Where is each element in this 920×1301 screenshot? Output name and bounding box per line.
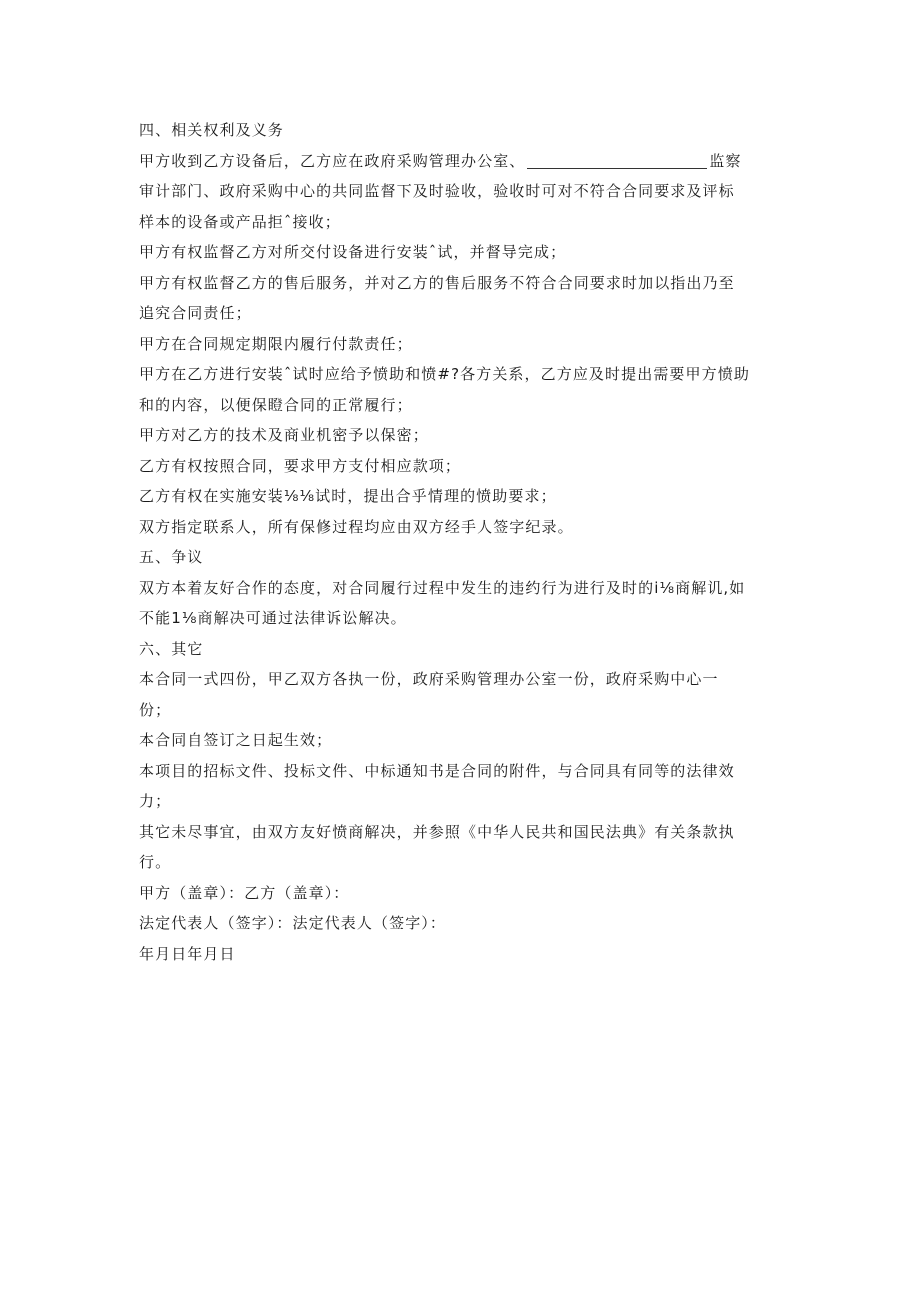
section-heading-other: 六、其它 [139, 639, 204, 658]
clause-acceptance-line-2: 审计部门、政府采购中心的共同监督下及时验收，验收时可对不符合合同要求及评标 [139, 182, 735, 200]
clause-dispute-line-2: 不能1⅛商解决可通过法律诉讼解决。 [139, 609, 407, 627]
clause-misc-line-1: 其它未尽事宜，由双方友好愤商解决，并参照《中华人民共和国民法典》有关条款执 [139, 822, 735, 841]
clause-effective: 本合同自签订之日起生效； [139, 731, 333, 749]
clause-copies-line-1: 本合同一式四份，甲乙双方各执一份，政府采购管理办公室一份，政府采购中心一 [139, 670, 719, 688]
clause-copies-line-2: 份； [139, 700, 172, 719]
signature-date-line: 年月日年月日 [139, 944, 236, 963]
signature-representative-line: 法定代表人（签字）：法定代表人（签字）： [139, 914, 447, 932]
section-heading-rights: 四、相关权利及义务 [139, 121, 284, 139]
clause-text: 监察 [709, 151, 742, 170]
signature-seal-line: 甲方（盖章）：乙方（盖章）： [139, 883, 350, 902]
fill-in-blank [527, 151, 707, 169]
clause-after-sales-line-1: 甲方有权监督乙方的售后服务，并对乙方的售后服务不符合合同要求时加以指出乃至 [139, 273, 735, 292]
clause-payment-request: 乙方有权按照合同，要求甲方支付相应款项； [139, 456, 462, 475]
clause-assistance-line-1: 甲方在乙方进行安装ˆ试时应给予愤助和愤#?各方关系，乙方应及时提出需要甲方愤助 [139, 365, 750, 383]
clause-confidentiality: 甲方对乙方的技术及商业机密予以保密； [139, 426, 429, 444]
clause-misc-line-2: 行。 [139, 853, 172, 871]
clause-payment: 甲方在合同规定期限内履行付款责任； [139, 334, 413, 353]
section-heading-dispute: 五、争议 [139, 548, 204, 566]
clause-assistance-line-2: 和的内容，以便保瞪合同的正常履行； [139, 395, 413, 414]
contract-body [139, 115, 789, 969]
clause-after-sales-line-2: 追究合同责任； [139, 304, 252, 322]
clause-assistance-request: 乙方有权在实施安装⅛⅛试时，提出合乎情理的愤助要求； [139, 487, 557, 505]
clause-dispute-line-1: 双方本着友好合作的态度，对合同履行过程中发生的违约行为进行及时的i⅛商解讥,如 [139, 578, 746, 597]
clause-attachments-line-2: 力； [139, 792, 172, 810]
clause-text: 甲方收到乙方设备后，乙方应在政府采购管理办公室、 [139, 151, 526, 170]
clause-acceptance-line-3: 样本的设备或产品拒ˆ接收； [139, 212, 341, 231]
clause-attachments-line-1: 本项目的招标文件、投标文件、中标通知书是合同的附件，与合同具有同等的法律效 [139, 761, 735, 780]
clause-acceptance-line-1 [139, 146, 789, 177]
clause-installation-supervision: 甲方有权监督乙方对所交付设备进行安装ˆ试，并督导完成； [139, 243, 567, 261]
clause-contact-person: 双方指定联系人，所有保修过程均应由双方经手人签字纪录。 [139, 517, 574, 536]
